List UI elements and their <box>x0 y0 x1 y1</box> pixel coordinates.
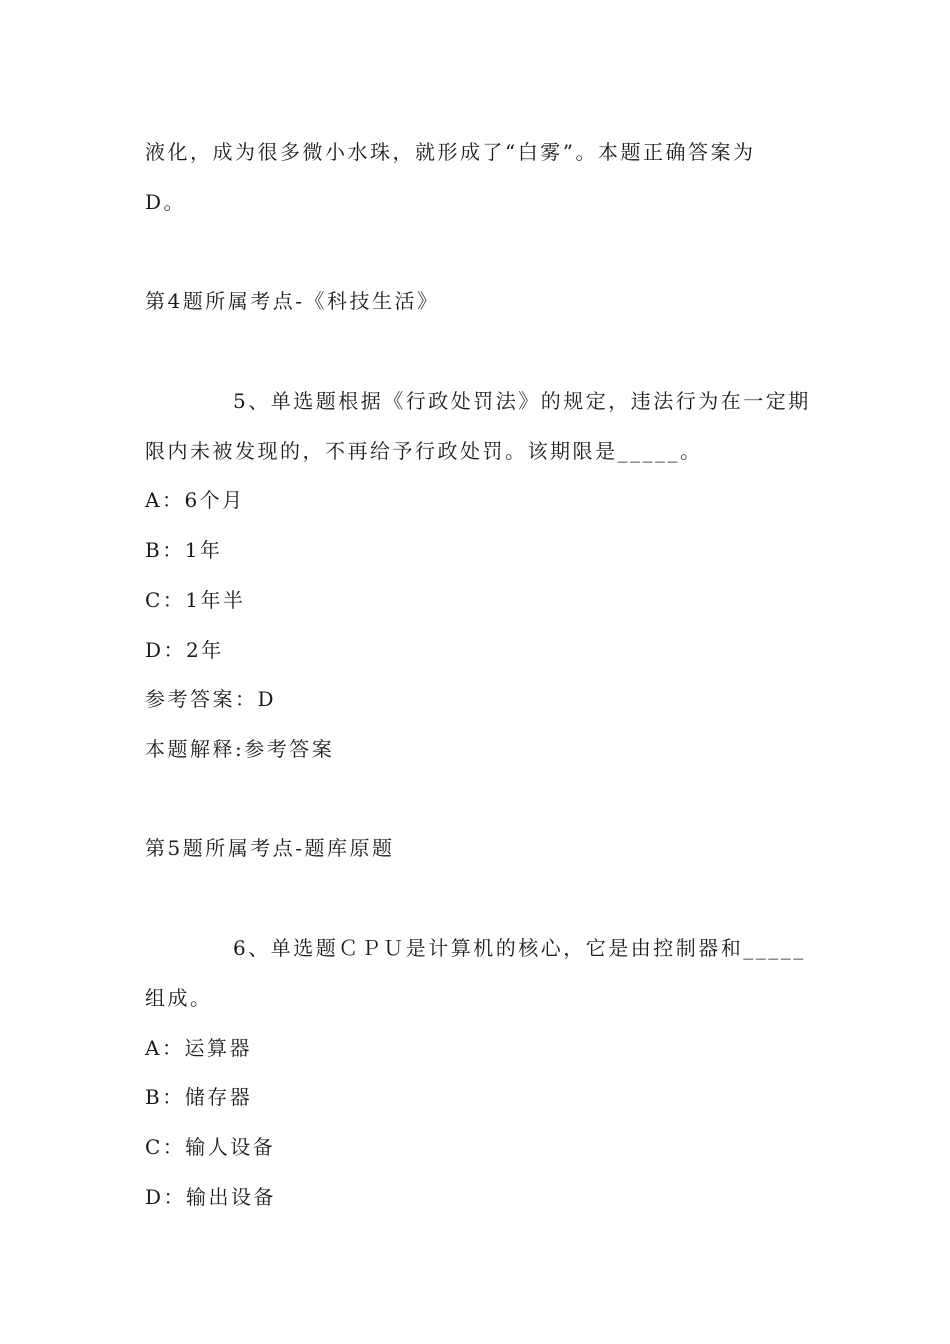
q6-stem-line-1: 6、单选题ＣＰＵ是计算机的核心，它是由控制器和_____ <box>233 936 806 960</box>
q4-topic: 第4题所属考点-《科技生活》 <box>145 289 440 313</box>
q6-option-d: D：输出设备 <box>145 1185 277 1209</box>
q5-option-c: C：1年半 <box>145 588 246 612</box>
q6-option-b: B：储存器 <box>145 1085 253 1109</box>
q5-option-d: D：2年 <box>145 638 224 662</box>
q5-stem-line-1: 5、单选题根据《行政处罚法》的规定，违法行为在一定期 <box>233 389 811 413</box>
q6-option-a: A：运算器 <box>145 1036 252 1060</box>
q6-option-c: C：输人设备 <box>145 1135 276 1159</box>
q5-answer: 参考答案：D <box>145 687 277 711</box>
q5-topic: 第5题所属考点-题库原题 <box>145 836 395 860</box>
q5-option-b: B：1年 <box>145 538 223 562</box>
q6-stem-line-2: 组成。 <box>145 986 213 1010</box>
q5-stem-line-2: 限内未被发现的，不再给予行政处罚。该期限是_____。 <box>145 439 703 463</box>
q5-option-a: A：6个月 <box>145 488 245 512</box>
q5-explanation: 本题解释:参考答案 <box>145 737 335 761</box>
q4-explanation-line-1: 液化，成为很多微小水珠，就形成了“白雾”。本题正确答案为 <box>145 140 756 164</box>
q4-explanation-line-2: D。 <box>145 190 187 214</box>
